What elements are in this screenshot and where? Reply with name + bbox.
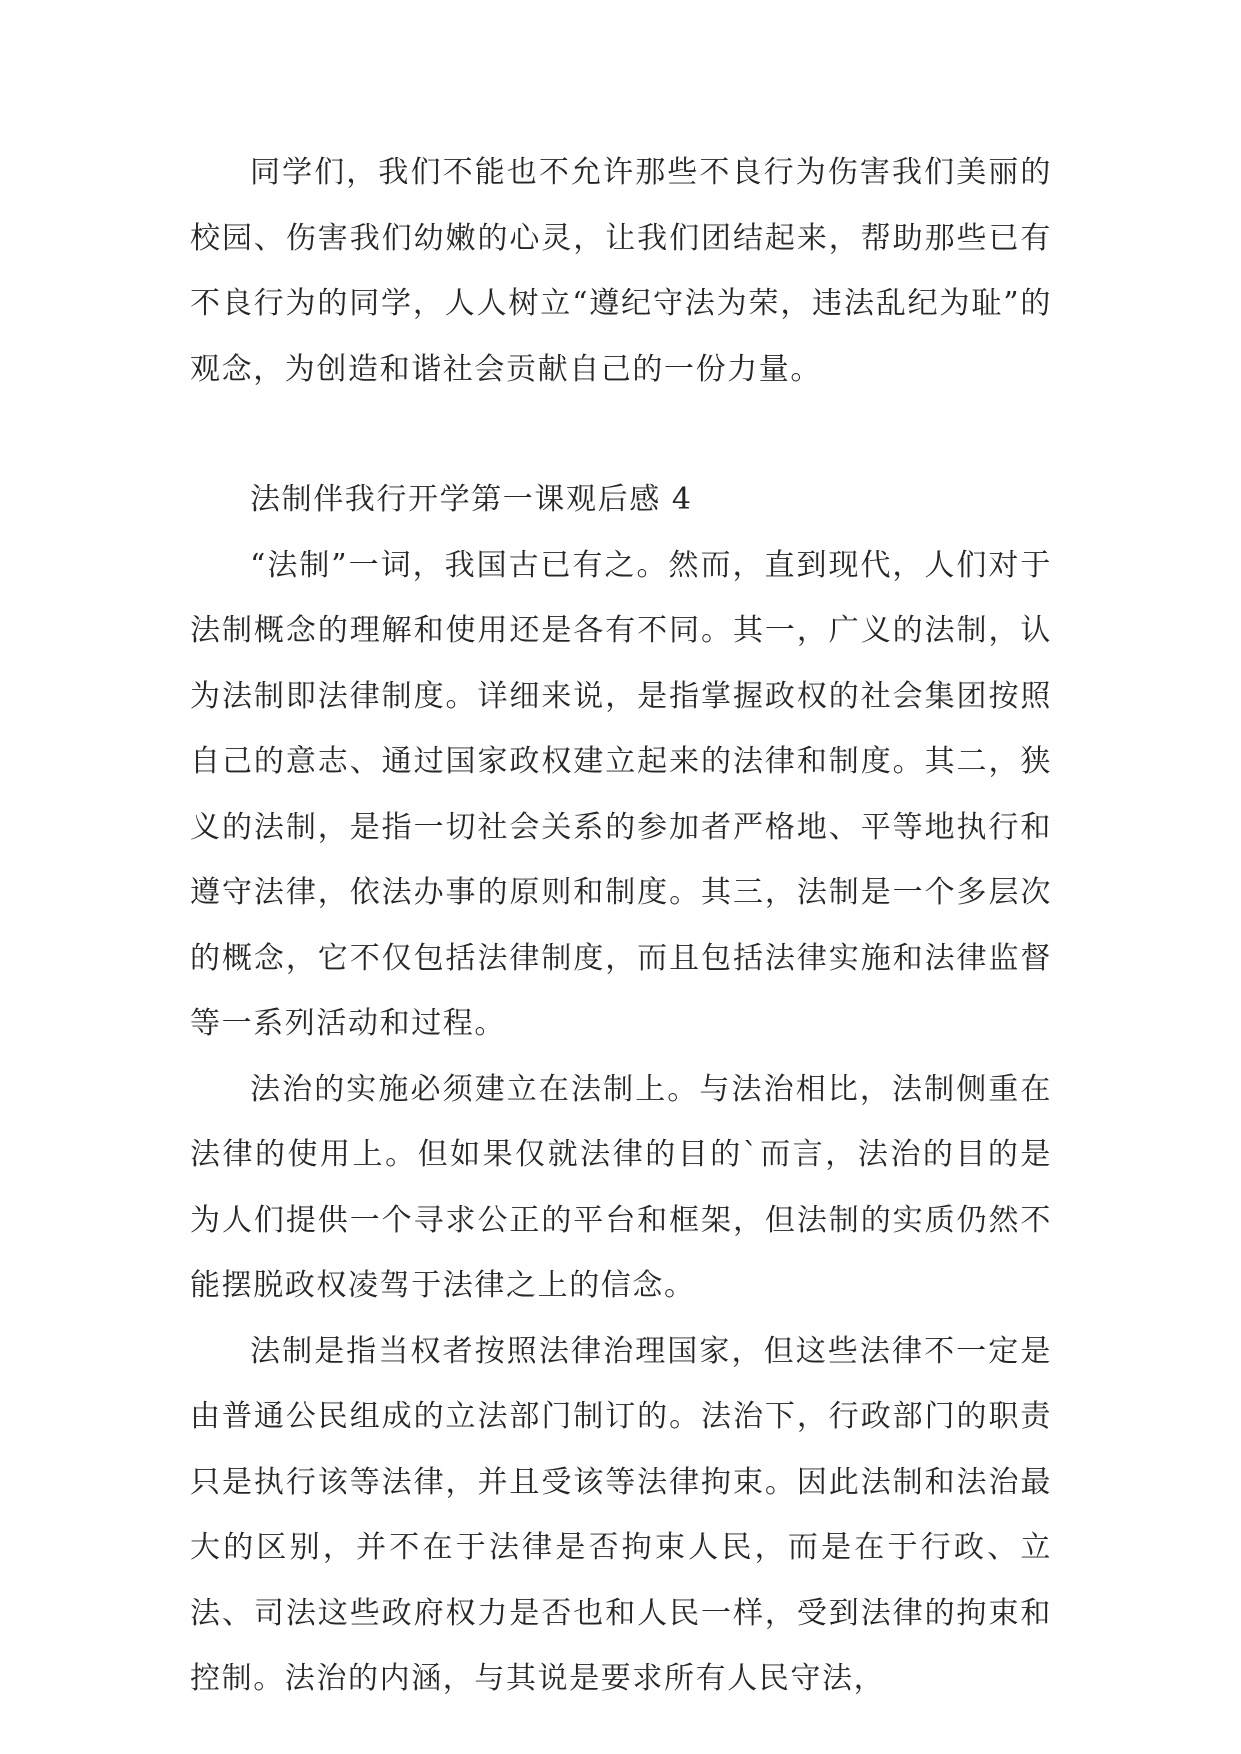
paragraph-1: 同学们，我们不能也不允许那些不良行为伤害我们美丽的校园、伤害我们幼嫩的心灵，让我们团结起来，帮助那些已有不良行为的同学，人人树立“遵纪守法为荣，违法乱纪为耻”的观念，为创造和谐社会贡献自己的一份力量。 (190, 155, 1052, 387)
paragraph-2: “法制”一词，我国古已有之。然而，直到现代，人们对于法制概念的理解和使用还是各有不同。其一，广义的法制，认为法制即法律制度。详细来说，是指掌握政权的社会集团按照自己的意志、通过国家政权建立起来的法律和制度。其二，狭义的法制，是指一切社会关系的参加者严格地、平等地执行和遵守法律，依法办事的原则和制度。其三，法制是一个多层次的概念，它不仅包括法律制度，而且包括法律实施和法律监督等一系列活动和过程。 (190, 547, 1052, 1041)
paragraph-4: 法制是指当权者按照法律治理国家，但这些法律不一定是由普通公民组成的立法部门制订的。法治下，行政部门的职责只是执行该等法律，并且受该等法律拘束。因此法制和法治最大的区别，并不在于法律是否拘束人民，而是在于行政、立法、司法这些政府权力是否也和人民一样，受到法律的拘束和控制。法治的内涵，与其说是要求所有人民守法， (190, 1333, 1052, 1696)
section-title: 法制伴我行开学第一课观后感 4 (250, 482, 693, 517)
paragraph-3: 法治的实施必须建立在法制上。与法治相比，法制侧重在法律的使用上。但如果仅就法律的目的`而言，法治的目的是为人们提供一个寻求公正的平台和框架，但法制的实质仍然不能摆脱政权凌驾于法律之上的信念。 (190, 1071, 1052, 1303)
document-body (190, 140, 1052, 1712)
section-spacer (190, 402, 1052, 467)
